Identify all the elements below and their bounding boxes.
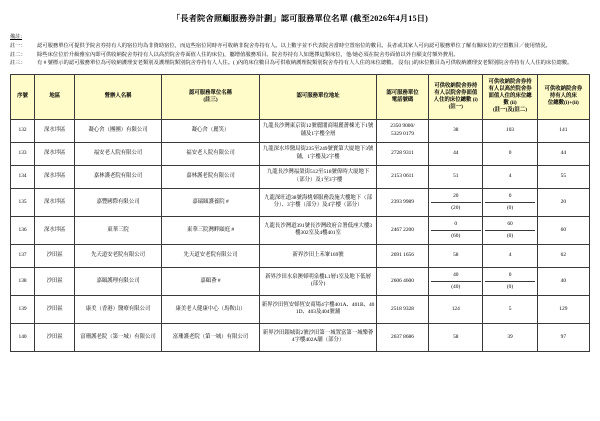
cell-unit: 先天道安老院有限公司 bbox=[161, 244, 260, 267]
table-row bbox=[11, 323, 590, 351]
note-item-1 bbox=[10, 42, 590, 50]
cell-address: 九龍深水埗醫局街235至249號寶第大廈地下3號舖，1字樓及2字樓 bbox=[260, 142, 377, 165]
cell-address: 新界沙田恆安邨恆安商場4字樓401A、401B、401D、403及404號舖 bbox=[260, 295, 377, 323]
cell-beds-above-face-value-nursing: (0) bbox=[506, 232, 514, 239]
cell-beds-face-value-residential: 0 bbox=[431, 219, 481, 231]
cell-beds-face-value-nursing: (60) bbox=[451, 232, 461, 239]
table-body bbox=[11, 119, 590, 351]
table-row bbox=[11, 244, 590, 267]
cell-seq: 140 bbox=[11, 323, 35, 351]
cell-operator: 康美（香港）醫療有限公司 bbox=[75, 295, 161, 323]
cell-beds-above-face-value bbox=[483, 267, 537, 295]
cell-beds-above-face-value: 39 bbox=[483, 323, 537, 351]
note-key: 註二： bbox=[10, 51, 26, 58]
cell-address: 新界沙田上禾輋169號 bbox=[260, 244, 377, 267]
cell-beds-total: 40 bbox=[537, 267, 589, 295]
cell-beds-face-value-nursing: (40) bbox=[451, 283, 461, 290]
cell-operator: 福安老人院有限公司 bbox=[75, 142, 161, 165]
cell-beds-above-face-value-nursing: (0) bbox=[506, 204, 514, 211]
note-text: 有 # 號標示的認可服務單位為可收納護理安老類別及護理院類別院舍券持有人人住。( )內的床位數目為可供收納護理院類別院舍券持有人人住的床位總數。 沒有( )的床位數目為可供收納護理安老類別院舍券持有人人住的床位總數。 bbox=[37, 60, 573, 67]
cell-beds-above-face-value: 4 bbox=[483, 165, 537, 188]
cell-address: 九龍長沙灣福榮街512至518號偉時大廈地下（部分）及1至3字樓 bbox=[260, 165, 377, 188]
cell-beds-face-value-nursing: (20) bbox=[451, 204, 461, 211]
cell-operator: 先天道安老院有限公司 bbox=[75, 244, 161, 267]
header-beds-above-face-value-line5: (註一)及(註二) bbox=[492, 107, 528, 114]
header-beds-above-face-value bbox=[483, 74, 537, 119]
cell-telephone: 2637 8686 bbox=[376, 323, 428, 351]
cell-beds-face-value: 58 bbox=[429, 323, 483, 351]
cell-beds-above-face-value: 103 bbox=[483, 119, 537, 142]
cell-beds-total: 129 bbox=[537, 295, 589, 323]
cell-operator: 凝心舍（團團）有限公司 bbox=[75, 119, 161, 142]
cell-operator: 嘉頤護理有限公司 bbox=[75, 267, 161, 295]
service-units-table bbox=[10, 74, 590, 352]
cell-beds-face-value-residential: 40 bbox=[431, 270, 481, 282]
header-seq: 序號 bbox=[11, 74, 35, 119]
cell-seq: 137 bbox=[11, 244, 35, 267]
cell-area: 深水埗區 bbox=[35, 216, 75, 244]
header-telephone bbox=[376, 74, 428, 119]
cell-telephone: 2728 9311 bbox=[376, 142, 428, 165]
cell-beds-above-face-value-nursing: (0) bbox=[506, 283, 514, 290]
note-item-2 bbox=[10, 51, 590, 59]
note-text: 除些床位位於升級雅室內即可供收納院舍券持有人以高於院舍券面值人住的床位)，屬增值服務項目。院舍券持有人如選擇這類床位，他/她必須在院舍券面值以外自願支付額外費用。 bbox=[37, 51, 459, 58]
cell-operator: 嘉林護老院有限公司 bbox=[75, 165, 161, 188]
cell-area: 深水埗區 bbox=[35, 188, 75, 216]
cell-unit: 嘉頤薈 # bbox=[161, 267, 260, 295]
cell-beds-above-face-value: 0 bbox=[483, 142, 537, 165]
cell-area: 深水埗區 bbox=[35, 165, 75, 188]
cell-address: 九龍長沙灣東京街12號麗閣商場麗薔棟光下1號舖及1字樓全層 bbox=[260, 119, 377, 142]
cell-beds-above-face-value: 5 bbox=[483, 295, 537, 323]
cell-telephone-line2: 5329 0179 bbox=[391, 130, 414, 137]
header-operator: 營辦人名稱 bbox=[75, 74, 161, 119]
cell-telephone bbox=[376, 119, 428, 142]
cell-beds-face-value: 44 bbox=[429, 142, 483, 165]
header-unit-name-line1: 認可服務單位名稱 bbox=[188, 89, 233, 96]
notes-section bbox=[10, 33, 590, 68]
cell-telephone: 2518 9328 bbox=[376, 295, 428, 323]
cell-beds-total: 60 bbox=[537, 216, 589, 244]
cell-beds-total: 20 bbox=[537, 188, 589, 216]
header-beds-total-line3: 位總數(i)+(ii) bbox=[547, 100, 579, 107]
header-beds-face-value-line4: (註一) bbox=[448, 103, 463, 110]
header-unit-name bbox=[161, 74, 260, 119]
cell-area: 深水埗區 bbox=[35, 119, 75, 142]
cell-telephone: 2606 4600 bbox=[376, 267, 428, 295]
note-key: 註一： bbox=[10, 43, 26, 50]
header-beds-above-face-value-line4: 數 (ii) bbox=[503, 100, 517, 107]
cell-seq: 138 bbox=[11, 267, 35, 295]
cell-telephone: 2153 0611 bbox=[376, 165, 428, 188]
cell-beds-face-value: 58 bbox=[429, 244, 483, 267]
cell-seq: 132 bbox=[11, 119, 35, 142]
cell-area: 沙田區 bbox=[35, 323, 75, 351]
cell-operator: 東華三院 bbox=[75, 216, 161, 244]
cell-address: 新界沙田水泉澳邨明泉樓L1層1室及地下低層(部分) bbox=[260, 267, 377, 295]
cell-unit: 東華三院灣畔頤庭 # bbox=[161, 216, 260, 244]
header-beds-face-value-line3: 人住的床位總數 (i) bbox=[433, 96, 478, 103]
cell-area: 深水埗區 bbox=[35, 142, 75, 165]
cell-beds-total: 55 bbox=[537, 165, 589, 188]
cell-unit: 富珊護老院（第一城）有限公司 bbox=[161, 323, 260, 351]
cell-beds-total: 141 bbox=[537, 119, 589, 142]
table-header-row bbox=[11, 74, 590, 119]
header-beds-face-value-line2: 有人以院舍券面值 bbox=[434, 89, 478, 96]
header-beds-face-value-line1: 可供收納院舍券持 bbox=[434, 82, 478, 89]
header-beds-above-face-value-line1: 可供收納院舍券持 bbox=[488, 79, 532, 86]
cell-seq: 133 bbox=[11, 142, 35, 165]
table-row bbox=[11, 142, 590, 165]
cell-telephone: 2393 9989 bbox=[376, 188, 428, 216]
cell-beds-face-value: 51 bbox=[429, 165, 483, 188]
cell-unit: 凝心舍（麗笑） bbox=[161, 119, 260, 142]
header-beds-total bbox=[537, 74, 589, 119]
cell-seq: 139 bbox=[11, 295, 35, 323]
cell-beds-above-face-value-residential: 0 bbox=[485, 270, 535, 282]
header-beds-total-line1: 可供收納院舍券 bbox=[544, 86, 583, 93]
header-address: 認可服務單位地址 bbox=[260, 74, 377, 119]
table-row bbox=[11, 216, 590, 244]
cell-operator: 嘉豐國際有限公司 bbox=[75, 188, 161, 216]
table-row bbox=[11, 119, 590, 142]
cell-unit: 康美老人健康中心（馬鞍山） bbox=[161, 295, 260, 323]
table-row bbox=[11, 295, 590, 323]
cell-beds-face-value bbox=[429, 216, 483, 244]
cell-address: 新界沙田銀城街2號沙田第一城置富第一城樂薈4字樓402A舖（部分） bbox=[260, 323, 377, 351]
document-page bbox=[0, 14, 600, 421]
cell-beds-above-face-value bbox=[483, 216, 537, 244]
cell-area: 沙田區 bbox=[35, 267, 75, 295]
cell-beds-face-value bbox=[429, 267, 483, 295]
cell-beds-above-face-value-residential: 60 bbox=[485, 219, 535, 231]
cell-beds-face-value: 124 bbox=[429, 295, 483, 323]
table-row bbox=[11, 188, 590, 216]
page-title: 「長者院舍照顧服務券計劃」認可服務單位名單 (截至2026年4月15日) bbox=[171, 14, 429, 23]
cell-seq: 136 bbox=[11, 216, 35, 244]
header-telephone-line1: 認可服務單位 bbox=[386, 89, 419, 96]
cell-telephone: 2691 1656 bbox=[376, 244, 428, 267]
header-beds-above-face-value-line2: 有人以高於院舍券 bbox=[488, 86, 532, 93]
cell-beds-face-value bbox=[429, 188, 483, 216]
cell-beds-above-face-value bbox=[483, 188, 537, 216]
cell-unit: 嘉瑞頤護養院 # bbox=[161, 188, 260, 216]
cell-address: 九龍長沙灣道391號長沙灣政府合署低座大樓3樓302室及4樓401室 bbox=[260, 216, 377, 244]
cell-beds-total: 62 bbox=[537, 244, 589, 267]
cell-area: 沙田區 bbox=[35, 295, 75, 323]
cell-beds-total: 44 bbox=[537, 142, 589, 165]
notes-label: 備註: bbox=[10, 33, 23, 40]
cell-beds-face-value-residential: 20 bbox=[431, 191, 481, 203]
cell-unit: 嘉林護老院有限公司 bbox=[161, 165, 260, 188]
note-key: 註三： bbox=[10, 60, 26, 67]
cell-seq: 135 bbox=[11, 188, 35, 216]
header-unit-name-line2: (註三) bbox=[203, 96, 218, 103]
cell-unit: 福安老人院有限公司 bbox=[161, 142, 260, 165]
cell-beds-total: 97 bbox=[537, 323, 589, 351]
cell-area: 沙田區 bbox=[35, 244, 75, 267]
note-text: 認可服務單位可提供予院舍券持有人的宿位均為非資助宿位，而這些宿位同時亦可收納非院舍券持有人。以上數字並不代表院舍當時空置宿位的數目。長者或其家人可向認可服務單位了解有關床位的空置數目／使用情況。 bbox=[37, 43, 551, 50]
header-beds-face-value bbox=[429, 74, 483, 119]
cell-beds-above-face-value: 4 bbox=[483, 244, 537, 267]
header-beds-above-face-value-line3: 面值人住的床位總 bbox=[488, 93, 532, 100]
cell-beds-above-face-value-residential: 0 bbox=[485, 191, 535, 203]
cell-seq: 134 bbox=[11, 165, 35, 188]
cell-telephone-line1: 2350 9000/ bbox=[390, 123, 415, 130]
table-row bbox=[11, 267, 590, 295]
cell-beds-face-value: 38 bbox=[429, 119, 483, 142]
cell-telephone: 2467 2200 bbox=[376, 216, 428, 244]
header-beds-total-line2: 持有人的床 bbox=[549, 93, 577, 100]
table-row bbox=[11, 165, 590, 188]
cell-address: 九龍深旺道38號海桃邨服務設施大樓地下（部分）、3字樓（部分）及4字樓（部分） bbox=[260, 188, 377, 216]
header-area: 地區 bbox=[35, 74, 75, 119]
cell-operator: 富珊護老院（第一城）有限公司 bbox=[75, 323, 161, 351]
header-telephone-line2: 電話號碼 bbox=[391, 96, 414, 103]
note-item-3 bbox=[10, 59, 590, 67]
